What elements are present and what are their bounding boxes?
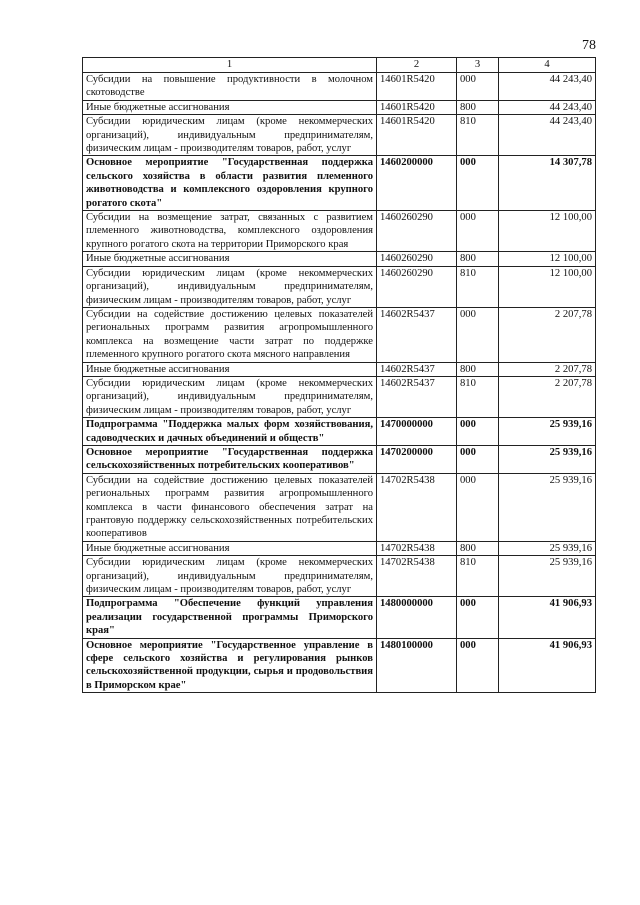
- row-code-cell: 14702R5438: [377, 473, 457, 541]
- table-row: [83, 252, 596, 266]
- table-row: [83, 115, 596, 156]
- row-amount-cell: 25 939,16: [499, 473, 596, 541]
- row-name-cell: Основное мероприятие "Государственная поддержка сельского хозяйства в области развития племенного животноводства и комплексного оздоровления крупного рогатого скота": [83, 156, 377, 211]
- table-row: [83, 597, 596, 638]
- row-code-cell: 14601R5420: [377, 115, 457, 156]
- row-kind-cell: 000: [457, 597, 499, 638]
- row-name-cell: Основное мероприятие "Государственная поддержка сельскохозяйственных потребительских кооперативов": [83, 445, 377, 473]
- row-kind-cell: 000: [457, 473, 499, 541]
- row-kind-cell: 810: [457, 556, 499, 597]
- row-kind-cell: 000: [457, 418, 499, 446]
- row-kind-cell: 000: [457, 638, 499, 693]
- row-code-cell: 1480000000: [377, 597, 457, 638]
- row-name-cell: Субсидии на содействие достижению целевых показателей региональных программ развития агропромышленного комплекса в части финансового обеспечения затрат на грантовую поддержку сельскохозяйственных потребительских кооперативов: [83, 473, 377, 541]
- row-kind-cell: 800: [457, 541, 499, 555]
- row-code-cell: 14601R5420: [377, 73, 457, 101]
- row-code-cell: 1460260290: [377, 211, 457, 252]
- table-row: [83, 556, 596, 597]
- row-amount-cell: 12 100,00: [499, 266, 596, 307]
- row-name-cell: Субсидии на возмещение затрат, связанных с развитием племенного животноводства, комплексного оздоровления крупного рогатого скота на территории Приморского края: [83, 211, 377, 252]
- row-kind-cell: 800: [457, 252, 499, 266]
- row-amount-cell: 2 207,78: [499, 307, 596, 362]
- table-row: [83, 541, 596, 555]
- row-name-cell: Субсидии юридическим лицам (кроме некоммерческих организаций), индивидуальным предпринимателям, физическим лицам - производителям товаров, работ, услуг: [83, 376, 377, 417]
- row-name-cell: Иные бюджетные ассигнования: [83, 541, 377, 555]
- row-code-cell: 1470000000: [377, 418, 457, 446]
- header-col-4: 4: [499, 58, 596, 73]
- table-row: [83, 376, 596, 417]
- row-name-cell: Подпрограмма "Поддержка малых форм хозяйствования, садоводческих и дачных объединений и обществ": [83, 418, 377, 446]
- row-amount-cell: 25 939,16: [499, 556, 596, 597]
- row-name-cell: Основное мероприятие "Государственное управление в сфере сельского хозяйства и регулирования рынков сельскохозяйственной продукции, сырья и продовольствия в Приморском крае": [83, 638, 377, 693]
- row-name-cell: Субсидии на повышение продуктивности в молочном скотоводстве: [83, 73, 377, 101]
- page-number: 78: [582, 38, 596, 53]
- row-name-cell: Иные бюджетные ассигнования: [83, 362, 377, 376]
- row-code-cell: 14602R5437: [377, 376, 457, 417]
- row-name-cell: Субсидии юридическим лицам (кроме некоммерческих организаций), индивидуальным предпринимателям, физическим лицам - производителям товаров, работ, услуг: [83, 266, 377, 307]
- table-row: [83, 156, 596, 211]
- header-col-1: 1: [83, 58, 377, 73]
- row-amount-cell: 14 307,78: [499, 156, 596, 211]
- table-body: [83, 73, 596, 693]
- row-amount-cell: 2 207,78: [499, 376, 596, 417]
- table-row: [83, 211, 596, 252]
- row-kind-cell: 810: [457, 266, 499, 307]
- row-kind-cell: 800: [457, 100, 499, 114]
- row-amount-cell: 12 100,00: [499, 252, 596, 266]
- row-amount-cell: 44 243,40: [499, 73, 596, 101]
- row-kind-cell: 000: [457, 156, 499, 211]
- header-col-3: 3: [457, 58, 499, 73]
- row-amount-cell: 25 939,16: [499, 541, 596, 555]
- row-code-cell: 14602R5437: [377, 362, 457, 376]
- row-code-cell: 14702R5438: [377, 556, 457, 597]
- table-row: [83, 418, 596, 446]
- table-header: [83, 58, 596, 73]
- row-amount-cell: 41 906,93: [499, 597, 596, 638]
- row-amount-cell: 25 939,16: [499, 445, 596, 473]
- row-code-cell: 14702R5438: [377, 541, 457, 555]
- row-kind-cell: 810: [457, 115, 499, 156]
- row-code-cell: 1460260290: [377, 266, 457, 307]
- row-name-cell: Иные бюджетные ассигнования: [83, 100, 377, 114]
- row-code-cell: 14602R5437: [377, 307, 457, 362]
- row-code-cell: 1480100000: [377, 638, 457, 693]
- row-amount-cell: 44 243,40: [499, 100, 596, 114]
- table-row: [83, 266, 596, 307]
- row-kind-cell: 000: [457, 211, 499, 252]
- row-code-cell: 1460200000: [377, 156, 457, 211]
- row-code-cell: 1460260290: [377, 252, 457, 266]
- row-kind-cell: 800: [457, 362, 499, 376]
- row-amount-cell: 44 243,40: [499, 115, 596, 156]
- table-row: [83, 362, 596, 376]
- row-amount-cell: 2 207,78: [499, 362, 596, 376]
- row-kind-cell: 000: [457, 307, 499, 362]
- row-name-cell: Субсидии юридическим лицам (кроме некоммерческих организаций), индивидуальным предпринимателям, физическим лицам - производителям товаров, работ, услуг: [83, 115, 377, 156]
- row-code-cell: 14601R5420: [377, 100, 457, 114]
- header-col-2: 2: [377, 58, 457, 73]
- row-kind-cell: 000: [457, 445, 499, 473]
- table-row: [83, 445, 596, 473]
- budget-table: [82, 57, 596, 693]
- table-row: [83, 73, 596, 101]
- row-amount-cell: 12 100,00: [499, 211, 596, 252]
- row-kind-cell: 000: [457, 73, 499, 101]
- row-code-cell: 1470200000: [377, 445, 457, 473]
- row-amount-cell: 25 939,16: [499, 418, 596, 446]
- row-amount-cell: 41 906,93: [499, 638, 596, 693]
- table-row: [83, 638, 596, 693]
- row-name-cell: Субсидии юридическим лицам (кроме некоммерческих организаций), индивидуальным предпринимателям, физическим лицам - производителям товаров, работ, услуг: [83, 556, 377, 597]
- table-row: [83, 473, 596, 541]
- row-name-cell: Иные бюджетные ассигнования: [83, 252, 377, 266]
- table-row: [83, 100, 596, 114]
- table-row: [83, 307, 596, 362]
- row-name-cell: Подпрограмма "Обеспечение функций управления реализации государственной программы Приморского края": [83, 597, 377, 638]
- row-kind-cell: 810: [457, 376, 499, 417]
- row-name-cell: Субсидии на содействие достижению целевых показателей региональных программ развития агропромышленного комплекса на возмещение части затрат по поддержке племенного крупного рогатого скота мясного направления: [83, 307, 377, 362]
